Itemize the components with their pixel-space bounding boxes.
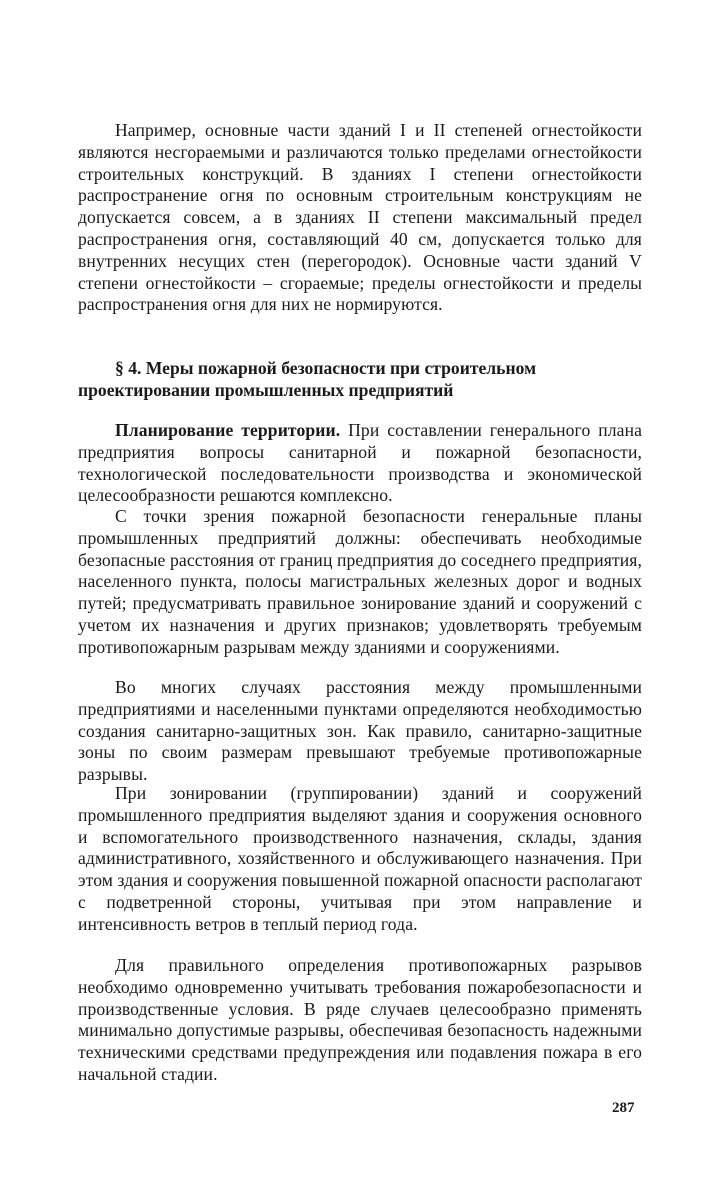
planning-lead: Планирование территории. [115,420,341,440]
planning-paragraph [78,420,642,507]
page-number: 287 [612,1100,635,1116]
section-heading: § 4. Меры пожарной безопасности при строительном проектировании промышленных предприятий [78,358,537,400]
general-plan-paragraph: С точки зрения пожарной безопасности генеральные планы промышленных предприятий должны: обеспечивать необходимые безопасные расстояния от границ предприятия до соседнего предприятия, населенного пункта, полосы магистральных железных дорог и водных путей; предусматривать правильное зонирование зданий и сооружений с учетом их назначения и других признаков; удовлетворять требуемым противопожарным разрывам между зданиями и сооружениями. [78,506,642,657]
zoning-paragraph: При зонировании (группировании) зданий и сооружений промышленного предприятия выделяют здания и сооружения основного и вспомогательного производственного назначения, склады, здания административного, хозяйственного и обслуживающего назначения. При этом здания и сооружения повышенной пожарной опасности располагают с подветренной стороны, учитывая при этом направление и интенсивность ветров в теплый период года. [78,783,642,934]
planning-text: При составлении генерального плана предприятия вопросы санитарной и пожарной безопасности, технологической последовательности производства и экономической целесообразности решаются комплексно. [78,420,642,506]
fire-gaps-paragraph: Для правильного определения противопожарных разрывов необходимо одновременно учитывать требования пожаробезопасности и производственные условия. В ряде случаев целесообразно применять минимально допустимые разрывы, обеспечивая безопасность надежными техническими средствами предупреждения или подавления пожара в его начальной стадии. [78,955,642,1084]
sanitary-zones-paragraph: Во многих случаях расстояния между промышленными предприятиями и населенными пунктами определяются необходимостью создания санитарно-защитных зон. Как правило, санитарно-защитные зоны по своим размерам превышают требуемые противопожарные разрывы. [78,677,642,785]
intro-paragraph: Например, основные части зданий I и II степеней огнестойкости являются несгораемыми и различаются только пределами огнестойкости строительных конструкций. В зданиях I степени огнестойкости распространение огня по основным строительным конструкциям не допускается совсем, а в зданиях II степени максимальный предел распространения огня, составляющий 40 см, допускается только для внутренних несущих стен (перегородок). Основные части зданий V степени огнестойкости – сгораемые; пределы огнестойкости и пределы распространения огня для них не нормируются. [78,120,642,315]
